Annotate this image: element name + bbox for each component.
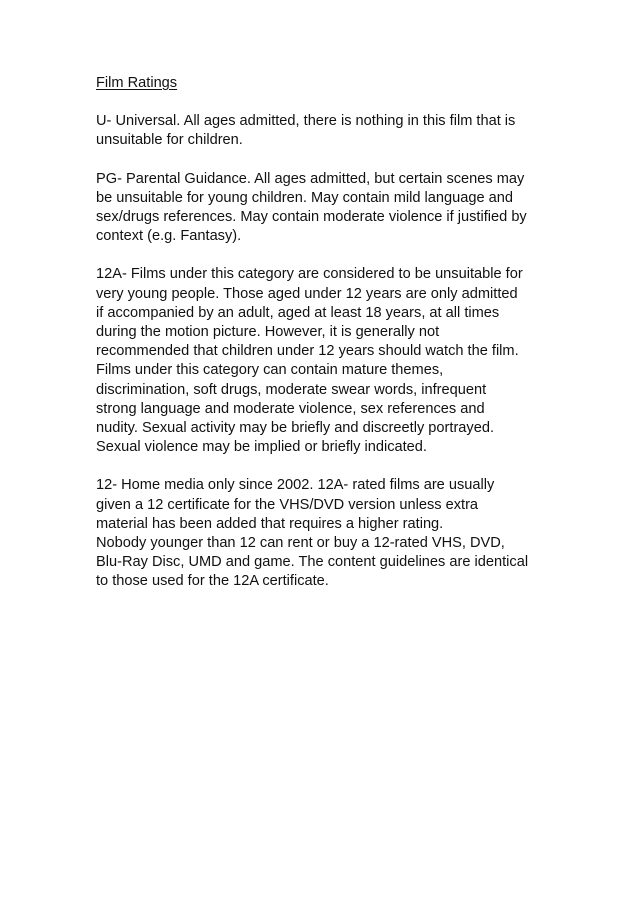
paragraph-line: material has been added that requires a higher rating. xyxy=(96,515,444,532)
paragraph-line: Sexual violence may be implied or briefly indicated. xyxy=(96,439,427,456)
paragraph-line: if accompanied by an adult, aged at least 18 years, at all times xyxy=(96,304,500,321)
paragraph-line: Films under this category can contain mature themes, xyxy=(96,362,444,379)
paragraph-line: nudity. Sexual activity may be briefly and discreetly portrayed. xyxy=(96,420,494,437)
paragraph-line: strong language and moderate violence, sex references and xyxy=(96,400,485,417)
paragraph-line: context (e.g. Fantasy). xyxy=(96,228,242,245)
paragraph-12a-rating xyxy=(96,265,548,457)
paragraph-line: 12- Home media only since 2002. 12A- rated films are usually xyxy=(96,477,495,494)
paragraph-line: U- Universal. All ages admitted, there is nothing in this film that is xyxy=(96,113,516,130)
paragraph-line: during the motion picture. However, it is generally not xyxy=(96,324,440,341)
paragraph-line: PG- Parental Guidance. All ages admitted, but certain scenes may xyxy=(96,170,525,187)
paragraph-line: Blu-Ray Disc, UMD and game. The content guidelines are identical xyxy=(96,554,529,571)
paragraph-line: unsuitable for children. xyxy=(96,132,243,149)
paragraph-pg-rating xyxy=(96,170,548,247)
paragraph-u-rating xyxy=(96,112,548,150)
document-title: Film Ratings xyxy=(96,75,178,91)
paragraph-line: sex/drugs references. May contain moderate violence if justified by xyxy=(96,209,527,226)
paragraph-line: discrimination, soft drugs, moderate swear words, infrequent xyxy=(96,381,487,398)
paragraph-line: 12A- Films under this category are considered to be unsuitable for xyxy=(96,266,523,283)
document-body xyxy=(96,74,548,611)
paragraph-line: be unsuitable for young children. May contain mild language and xyxy=(96,189,514,206)
paragraph-line: given a 12 certificate for the VHS/DVD version unless extra xyxy=(96,496,479,513)
paragraph-line: Nobody younger than 12 can rent or buy a 12-rated VHS, DVD, xyxy=(96,535,505,552)
paragraph-line: recommended that children under 12 years should watch the film. xyxy=(96,343,519,360)
paragraph-line: very young people. Those aged under 12 years are only admitted xyxy=(96,285,518,302)
paragraph-line: to those used for the 12A certificate. xyxy=(96,573,329,590)
paragraph-12-rating xyxy=(96,476,548,591)
